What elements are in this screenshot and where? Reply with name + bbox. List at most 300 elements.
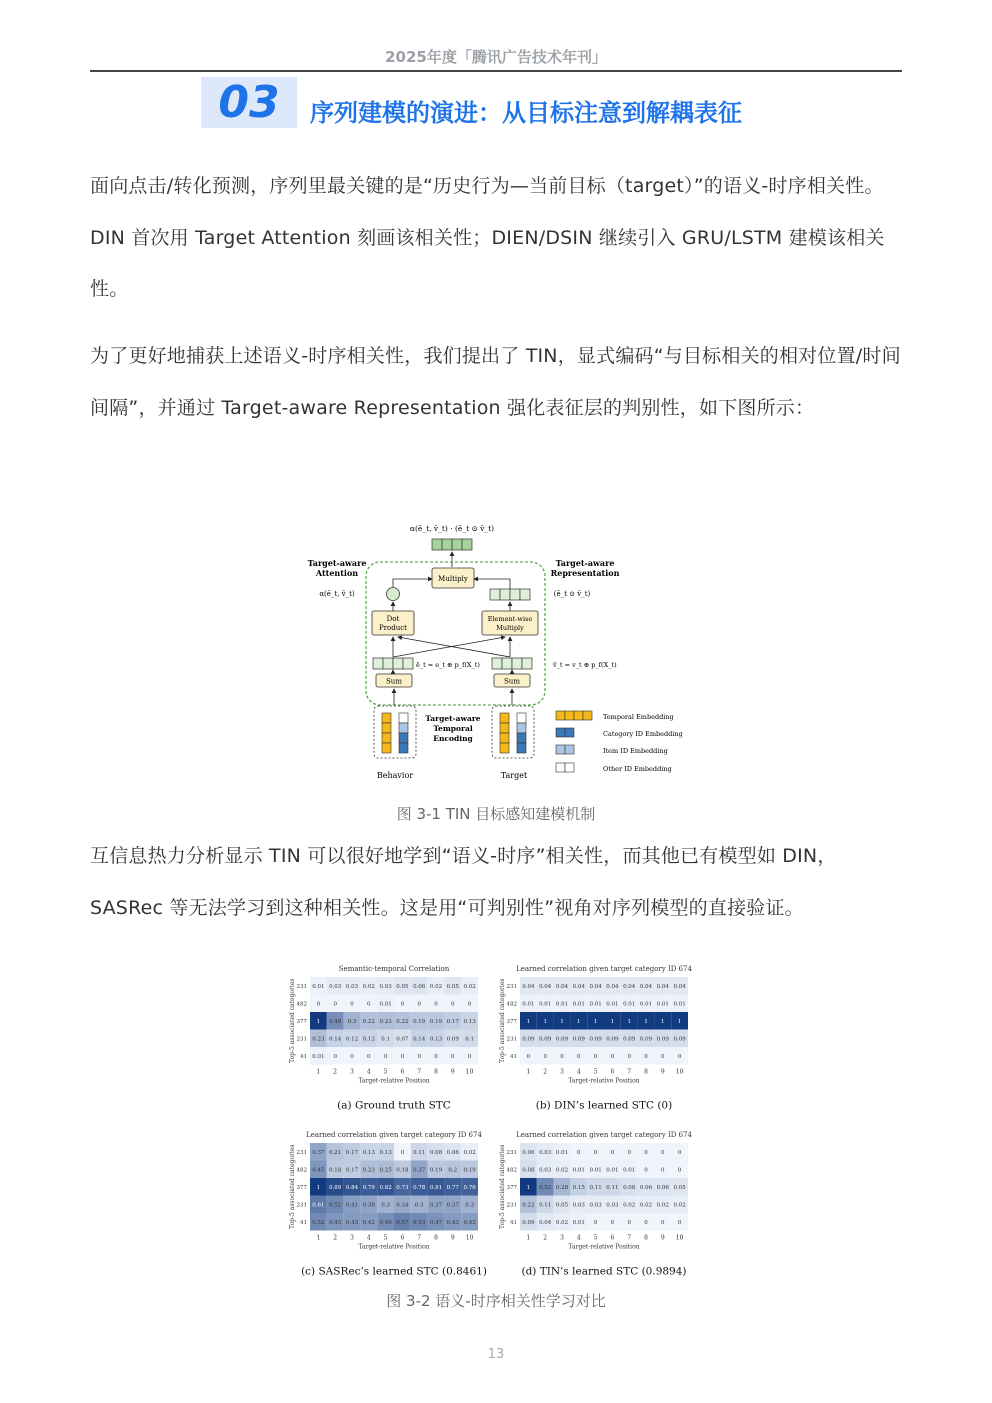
heatmap-cell-value: 0 xyxy=(400,1001,405,1008)
heatmap-cell-value: 1 xyxy=(526,1019,531,1026)
heatmap-cell-value: 0.01 xyxy=(639,1001,653,1008)
legend-temporal xyxy=(556,711,592,720)
heatmap-xlabel: Target-relative Position xyxy=(568,1077,640,1085)
heatmap-cell-value: 0 xyxy=(593,1054,598,1061)
heatmap-cell-value: 0 xyxy=(333,1001,337,1008)
heatmap-cell-value: 0.42 xyxy=(362,1220,375,1227)
heatmap-cell-value: 0.02 xyxy=(362,984,375,991)
heatmap-cell-value: 0.52 xyxy=(329,1202,342,1209)
heatmap-cell-value: 0.09 xyxy=(555,1036,569,1043)
heatmap-cell-value: 0 xyxy=(677,1220,682,1227)
heatmap-cell-value: 0.43 xyxy=(345,1220,359,1227)
heatmap-cell-value: 0.09 xyxy=(539,1036,552,1043)
heatmap-cell-value: 0.01 xyxy=(656,1001,669,1008)
paragraph-1: 面向点击/转化预测，序列里最关键的是“历史行为—当前目标（target）”的语义-时序相关性。DIN 首次用 Target Attention 刻画该相关性；DIEN/DSIN 继续引入 GRU/LSTM 建模该相关性。 xyxy=(90,175,885,300)
heatmap-cell-value: 0.04 xyxy=(555,984,569,991)
heatmap-x-tick: 8 xyxy=(644,1068,648,1076)
heatmap-title-3: Learned correlation given target category ID 674 xyxy=(516,1131,692,1139)
heatmap-cell-value: 1 xyxy=(560,1019,564,1026)
paragraph-3: 互信息热力分析显示 TIN 可以很好地学到“语义-时序”相关性，而其他已有模型如 DIN，SASRec 等无法学习到这种相关性。这是用“可判别性”视角对序列模型的直接验证。 xyxy=(90,845,837,919)
heatmap-x-tick: 10 xyxy=(675,1234,684,1242)
heatmap-x-tick: 10 xyxy=(465,1234,474,1242)
heatmap-cell-value: 0.01 xyxy=(522,1001,535,1008)
heatmap-cell-value: 0.89 xyxy=(329,1185,342,1192)
heatmap-x-tick: 6 xyxy=(610,1068,615,1076)
heatmap-row-label: 377 xyxy=(296,1184,307,1191)
heatmap-cell-value: 1 xyxy=(593,1019,598,1026)
behavior-temporal-col xyxy=(382,713,391,753)
heatmap-cell-value: 0.09 xyxy=(639,1036,653,1043)
heatmap-title-2: Learned correlation given target category ID 674 xyxy=(306,1131,482,1139)
heatmap-xlabel: Target-relative Position xyxy=(568,1243,640,1251)
heatmap-row-label: 482 xyxy=(506,1001,517,1008)
heatmap-cell-value: 0.03 xyxy=(539,1150,552,1157)
heatmap-cell-value: 0.02 xyxy=(623,1202,636,1209)
heatmap-row-label: 231 xyxy=(506,1202,517,1209)
heatmap-cell-value: 0.01 xyxy=(589,1001,602,1008)
heatmap-cell-value: 0.01 xyxy=(673,1001,686,1008)
heatmap-cell-value: 1 xyxy=(316,1185,321,1192)
heatmap-cell-value: 0.01 xyxy=(555,1150,569,1157)
heatmap-cell-value: 0.3 xyxy=(414,1202,424,1209)
heatmap-cell-value: 0.02 xyxy=(463,1150,476,1157)
heatmap-x-tick: 3 xyxy=(350,1068,354,1076)
heatmap-cell-value: 0.01 xyxy=(312,1054,325,1061)
heatmap-cell-value: 0.18 xyxy=(329,1167,342,1174)
heatmap-cell-value: 0.09 xyxy=(522,1036,535,1043)
ew-label-2: Multiply xyxy=(496,624,524,632)
heatmap-row-label: 482 xyxy=(296,1167,307,1174)
heatmap-cell-value: 0.53 xyxy=(413,1220,426,1227)
output-embedding xyxy=(432,539,472,550)
heatmap-cell-value: 0.08 xyxy=(623,1185,636,1192)
heatmap-cell-value: 0 xyxy=(467,1001,472,1008)
heatmap-cell-value: 0.19 xyxy=(463,1167,476,1174)
heatmap-cell-value: 0.01 xyxy=(572,1220,585,1227)
heatmap-cell-value: 0 xyxy=(677,1054,682,1061)
heatmap-cell-value: 0.37 xyxy=(429,1202,443,1209)
heatmap-x-tick: 3 xyxy=(560,1068,564,1076)
heatmap-cell-value: 0.02 xyxy=(673,1202,686,1209)
heatmap-cell-value: 0.08 xyxy=(522,1167,535,1174)
heatmap-x-tick: 4 xyxy=(366,1234,371,1242)
heatmap-cell-value: 1 xyxy=(577,1019,581,1026)
heatmap-x-tick: 5 xyxy=(383,1068,388,1076)
heatmap-panel-label: (c) SASRec’s learned STC (0.8461) xyxy=(301,1265,487,1278)
heatmap-cell-value: 0.06 xyxy=(446,1150,459,1157)
heatmap-cell-value: 0.02 xyxy=(463,984,476,991)
heatmap-cell-value: 0.3 xyxy=(465,1202,474,1209)
heatmap-x-tick: 5 xyxy=(383,1234,388,1242)
heatmap-row-label: 41 xyxy=(300,1219,307,1226)
heatmap-row-label: 231 xyxy=(296,1149,307,1156)
behavior-embedding xyxy=(373,658,413,669)
heatmap-cell-value: 0.04 xyxy=(589,984,602,991)
heatmap-row-label: 231 xyxy=(296,983,307,990)
heatmap-cell-value: 0.17 xyxy=(345,1167,359,1174)
target-id-col xyxy=(517,713,526,753)
heatmap-cell-value: 0.76 xyxy=(463,1185,476,1192)
heatmap-cell-value: 0.21 xyxy=(329,1150,342,1157)
chapter-number: 03 xyxy=(201,77,297,128)
heatmap-cell-value: 0.73 xyxy=(396,1185,409,1192)
heatmap-cell-value: 0.03 xyxy=(379,984,392,991)
target-stack-border xyxy=(492,706,534,758)
legend-item-label: Item ID Embedding xyxy=(603,747,668,755)
heatmap-x-tick: 5 xyxy=(593,1068,598,1076)
heatmap-cell-value: 0.3 xyxy=(347,1019,357,1026)
heatmap-cell-value: 0.04 xyxy=(606,984,619,991)
heatmap-cell-value: 0.03 xyxy=(539,1167,552,1174)
v-formula: v̄_t = v_t ⊕ p_f(X_t) xyxy=(553,661,617,669)
heatmap-cell-value: 0.23 xyxy=(379,1019,392,1026)
heatmap-row-label: 231 xyxy=(296,1036,307,1043)
heatmap-cell-value: 0.06 xyxy=(522,1150,535,1157)
heatmap-x-tick: 3 xyxy=(560,1234,564,1242)
heatmap-x-tick: 3 xyxy=(350,1234,354,1242)
heatmap-x-tick: 2 xyxy=(333,1234,338,1242)
heatmap-cell-value: 0.42 xyxy=(463,1220,476,1227)
heatmap-cell-value: 1 xyxy=(610,1019,615,1026)
legend-other xyxy=(556,763,574,772)
heatmap-cell-value: 0.45 xyxy=(312,1167,325,1174)
stc-heatmap-comparison xyxy=(280,955,710,1280)
heatmap-cell-value: 0.05 xyxy=(446,984,459,991)
behavior-label: Behavior xyxy=(376,771,414,780)
behavior-stack-border xyxy=(374,706,416,758)
heatmap-cell-value: 0 xyxy=(627,1150,631,1157)
heatmap-cell-value: 0 xyxy=(644,1150,648,1157)
heatmap-cell-value: 0 xyxy=(526,1054,531,1061)
heatmap-cell-value: 0.37 xyxy=(446,1202,459,1209)
heatmap-cell-value: 0.09 xyxy=(673,1036,686,1043)
heatmap-x-tick: 8 xyxy=(434,1234,438,1242)
heatmap-cell-value: 0.17 xyxy=(446,1019,459,1026)
dot-label-2: Product xyxy=(379,624,407,632)
heatmap-cell-value: 0.01 xyxy=(606,1167,619,1174)
heatmap-cell-value: 0.01 xyxy=(623,1167,636,1174)
heatmap-cell-value: 0.17 xyxy=(345,1150,359,1157)
heatmap-cell-value: 0.09 xyxy=(572,1036,585,1043)
heatmap-x-tick: 2 xyxy=(543,1234,548,1242)
figure2-caption: 图 3-2 语义-时序相关性学习对比 xyxy=(386,1292,606,1310)
heatmap-cell-value: 0.03 xyxy=(606,1202,619,1209)
heatmap-cell-value: 0.49 xyxy=(379,1220,392,1227)
heatmap-cell-value: 0.13 xyxy=(463,1019,476,1026)
heatmap-cell-value: 0.01 xyxy=(555,1001,569,1008)
heatmap-cell-value: 0.14 xyxy=(413,1036,426,1043)
heatmap-row-label: 482 xyxy=(506,1167,517,1174)
heatmap-cell-value: 0 xyxy=(451,1054,455,1061)
ew-label-1: Element-wise xyxy=(487,615,533,623)
tte-label-1: Target-aware xyxy=(425,714,481,723)
chapter-title: 序列建模的演进：从目标注意到解耦表征 xyxy=(310,99,742,127)
heatmap-cell-value: 0.13 xyxy=(379,1150,392,1157)
heatmap-cell-value: 0.05 xyxy=(555,1202,569,1209)
heatmap-panel-label: (a) Ground truth STC xyxy=(337,1099,451,1112)
heatmap-cell-value: 0.04 xyxy=(522,984,535,991)
heatmap-cell-value: 0.37 xyxy=(413,1167,426,1174)
heatmap-cell-value: 1 xyxy=(526,1185,531,1192)
heatmap-cell-value: 0.12 xyxy=(345,1036,359,1043)
heatmap-cell-value: 0.52 xyxy=(312,1220,325,1227)
heatmap-cell-value: 0.03 xyxy=(329,984,342,991)
heatmap-cell-value: 0.3 xyxy=(381,1202,390,1209)
heatmap-cell-value: 0.19 xyxy=(413,1019,426,1026)
heatmap-cell-value: 0.78 xyxy=(413,1185,426,1192)
heatmap-cell-value: 0.05 xyxy=(673,1185,686,1192)
heatmap-x-tick: 6 xyxy=(400,1068,405,1076)
heatmap-ylabel: Top-5 associated categories xyxy=(289,978,296,1063)
heatmap-cell-value: 0.45 xyxy=(329,1220,342,1227)
legend-category-label: Category ID Embedding xyxy=(603,730,683,738)
left-title-1: Target-aware xyxy=(307,558,367,568)
heatmap-x-tick: 6 xyxy=(400,1234,405,1242)
heatmap-cell-value: 0 xyxy=(610,1220,615,1227)
left-title-2: Attention xyxy=(315,568,359,578)
heatmap-row-label: 231 xyxy=(506,983,517,990)
heatmap-panel-label: (b) DIN’s learned STC (0) xyxy=(535,1099,673,1112)
heatmap-cell-value: 0.02 xyxy=(639,1202,653,1209)
heatmap-cell-value: 0 xyxy=(644,1167,648,1174)
heatmap-cell-value: 0.47 xyxy=(429,1220,443,1227)
heatmap-cell-value: 0 xyxy=(333,1054,337,1061)
left-formula: α(ē_t, v̄_t) xyxy=(319,590,355,598)
figure1-caption: 图 3-1 TIN 目标感知建模机制 xyxy=(396,805,596,823)
heatmap-cell-value: 1 xyxy=(661,1019,665,1026)
heatmap-cell-value: 0.41 xyxy=(345,1202,359,1209)
heatmap-xlabel: Target-relative Position xyxy=(358,1077,430,1085)
heatmap-title-1: Learned correlation given target category ID 674 xyxy=(516,965,692,973)
heatmap-cell-value: 0.15 xyxy=(572,1185,585,1192)
heatmap-x-tick: 6 xyxy=(610,1234,615,1242)
sum-label-right: Sum xyxy=(504,677,520,686)
heatmap-cell-value: 0.19 xyxy=(429,1167,443,1174)
heatmap-cell-value: 0.04 xyxy=(656,984,669,991)
heatmap-cell-value: 0.04 xyxy=(623,984,636,991)
heatmap-cell-value: 0.02 xyxy=(656,1202,669,1209)
heatmap-x-tick: 10 xyxy=(675,1068,684,1076)
heatmap-cell-value: 0 xyxy=(367,1054,371,1061)
legend-category xyxy=(556,728,574,737)
heatmap-cell-value: 0.08 xyxy=(429,1150,443,1157)
heatmap-cell-value: 0.06 xyxy=(656,1185,669,1192)
heatmap-cell-value: 0 xyxy=(417,1054,421,1061)
heatmap-cell-value: 0 xyxy=(593,1150,598,1157)
heatmap-row-label: 41 xyxy=(300,1053,307,1060)
heatmap-cell-value: 0.2 xyxy=(448,1167,458,1174)
heatmap-cell-value: 0.14 xyxy=(329,1036,342,1043)
heatmap-x-tick: 1 xyxy=(526,1234,531,1242)
heatmap-ylabel: Top-5 associated categories xyxy=(499,978,506,1063)
heatmap-x-tick: 8 xyxy=(434,1068,438,1076)
heatmap-cell-value: 0 xyxy=(644,1220,648,1227)
heatmap-cell-value: 0.13 xyxy=(429,1036,443,1043)
right-title-2: Representation xyxy=(550,568,620,578)
heatmap-cell-value: 0 xyxy=(367,1001,371,1008)
heatmap-cell-value: 0.09 xyxy=(623,1036,636,1043)
target-temporal-col xyxy=(500,713,509,753)
heatmap-cell-value: 0.01 xyxy=(589,1167,602,1174)
heatmap-row-label: 482 xyxy=(296,1001,307,1008)
heatmap-cell-value: 0.1 xyxy=(381,1036,390,1043)
heatmap-cell-value: 0.01 xyxy=(606,1001,619,1008)
heatmap-cell-value: 0 xyxy=(627,1054,631,1061)
heatmap-x-tick: 4 xyxy=(366,1068,371,1076)
heatmap-cell-value: 0 xyxy=(383,1054,388,1061)
heatmap-cell-value: 0.01 xyxy=(623,1001,636,1008)
heatmap-cell-value: 0.09 xyxy=(522,1220,535,1227)
heatmap-cell-value: 0.06 xyxy=(639,1185,653,1192)
heatmap-cell-value: 1 xyxy=(677,1019,682,1026)
heatmap-cell-value: 0.28 xyxy=(555,1185,569,1192)
heatmap-cell-value: 0.52 xyxy=(539,1185,552,1192)
attention-score-node xyxy=(387,588,400,601)
heatmap-row-label: 41 xyxy=(510,1219,517,1226)
heatmap-title-0: Semantic-temporal Correlation xyxy=(338,965,450,973)
heatmap-cell-value: 0.61 xyxy=(312,1202,325,1209)
heatmap-x-tick: 8 xyxy=(644,1234,648,1242)
heatmap-cell-value: 0 xyxy=(434,1001,438,1008)
heatmap-cell-value: 0 xyxy=(661,1167,665,1174)
heatmap-cell-value: 0.09 xyxy=(656,1036,669,1043)
e-formula: ē_t = e_t ⊕ p_f(X_t) xyxy=(416,661,480,669)
heatmap-cell-value: 0.11 xyxy=(413,1150,426,1157)
heatmap-cell-value: 0 xyxy=(434,1054,438,1061)
heatmap-x-tick: 7 xyxy=(627,1234,632,1242)
heatmap-cell-value: 0.02 xyxy=(555,1220,569,1227)
page-number: 13 xyxy=(487,1347,505,1362)
dot-label-1: Dot xyxy=(386,615,400,623)
heatmap-cell-value: 0.1 xyxy=(465,1036,474,1043)
heatmap-cell-value: 0.04 xyxy=(572,984,585,991)
heatmap-x-tick: 7 xyxy=(417,1068,422,1076)
heatmap-cell-value: 0 xyxy=(661,1054,665,1061)
legend-item xyxy=(556,745,574,754)
heatmap-cell-value: 0 xyxy=(467,1054,472,1061)
multiply-label: Multiply xyxy=(438,575,468,583)
heatmap-cell-value: 0.18 xyxy=(396,1167,409,1174)
heatmap-x-tick: 7 xyxy=(627,1068,632,1076)
sum-label-left: Sum xyxy=(386,677,402,686)
heatmap-cell-value: 0.06 xyxy=(413,984,426,991)
heatmap-x-tick: 4 xyxy=(576,1068,581,1076)
heatmap-cell-value: 0.37 xyxy=(312,1150,325,1157)
heatmap-cell-value: 0.11 xyxy=(589,1185,602,1192)
heatmap-cell-value: 0.03 xyxy=(345,984,359,991)
heatmap-x-tick: 9 xyxy=(660,1068,665,1076)
heatmap-cell-value: 0.04 xyxy=(673,984,686,991)
heatmap-cell-value: 0.22 xyxy=(396,1019,409,1026)
heatmap-cell-value: 1 xyxy=(644,1019,648,1026)
heatmap-x-tick: 5 xyxy=(593,1234,598,1242)
heatmap-cell-value: 0 xyxy=(677,1167,682,1174)
tte-label-3: Encoding xyxy=(433,734,473,743)
heatmap-cell-value: 1 xyxy=(627,1019,631,1026)
heatmap-cell-value: 0.43 xyxy=(446,1220,459,1227)
heatmap-row-label: 41 xyxy=(510,1053,517,1060)
heatmap-x-tick: 9 xyxy=(450,1234,455,1242)
heatmap-x-tick: 1 xyxy=(316,1068,321,1076)
heatmap-cell-value: 0.11 xyxy=(606,1185,619,1192)
heatmap-row-label: 377 xyxy=(296,1018,307,1025)
heatmap-cell-value: 0.09 xyxy=(589,1036,602,1043)
heatmap-cell-value: 0.77 xyxy=(446,1185,459,1192)
heatmap-cell-value: 0 xyxy=(316,1001,321,1008)
representation-embedding xyxy=(490,589,530,600)
heatmap-cell-value: 0.84 xyxy=(345,1185,359,1192)
heatmap-cell-value: 0 xyxy=(577,1054,581,1061)
heatmap-x-tick: 9 xyxy=(660,1234,665,1242)
heatmap-cell-value: 0 xyxy=(400,1150,405,1157)
heatmap-cell-value: 0 xyxy=(627,1220,631,1227)
heatmap-cell-value: 0.82 xyxy=(379,1185,392,1192)
heatmap-cell-value: 0.38 xyxy=(362,1202,375,1209)
paragraph-2: 为了更好地捕获上述语义-时序相关性，我们提出了 TIN，显式编码“与目标相关的相对位置/时间间隔”，并通过 Target-aware Representation 强化表征层的判别性，如下图所示： xyxy=(90,345,901,419)
heatmap-cell-value: 0.11 xyxy=(539,1202,552,1209)
heatmap-row-label: 231 xyxy=(296,1202,307,1209)
heatmap-x-tick: 1 xyxy=(526,1068,531,1076)
heatmap-cell-value: 0 xyxy=(593,1220,598,1227)
heatmap-cell-value: 0 xyxy=(451,1001,455,1008)
heatmap-ylabel: Top-5 associated categories xyxy=(289,1144,296,1229)
heatmap-cell-value: 0.13 xyxy=(362,1150,375,1157)
heatmap-cell-value: 0.25 xyxy=(379,1167,392,1174)
right-title-1: Target-aware xyxy=(555,558,615,568)
heatmap-cell-value: 0 xyxy=(350,1054,354,1061)
header-rule xyxy=(90,70,902,72)
heatmap-cell-value: 0 xyxy=(560,1054,564,1061)
heatmap-x-tick: 1 xyxy=(316,1234,321,1242)
heatmap-cell-value: 0.04 xyxy=(539,984,552,991)
heatmap-x-tick: 2 xyxy=(543,1068,548,1076)
heatmap-cell-value: 0 xyxy=(661,1220,665,1227)
heatmap-cell-value: 1 xyxy=(543,1019,547,1026)
heatmap-cell-value: 0.04 xyxy=(539,1220,552,1227)
heatmap-cell-value: 0.13 xyxy=(362,1036,375,1043)
heatmap-row-label: 377 xyxy=(506,1018,517,1025)
heatmap-cell-value: 0.49 xyxy=(329,1019,342,1026)
heatmap-x-tick: 2 xyxy=(333,1068,338,1076)
right-formula: (ē_t ⊙ v̄_t) xyxy=(553,590,591,598)
legend-temporal-label: Temporal Embedding xyxy=(603,713,674,721)
heatmap-cell-value: 1 xyxy=(316,1019,321,1026)
page-header: 2025年度「腾讯广告技术年刊」 xyxy=(385,48,607,66)
heatmap-cell-value: 0.01 xyxy=(312,984,325,991)
heatmap-cell-value: 0.81 xyxy=(429,1185,443,1192)
heatmap-cell-value: 0 xyxy=(543,1054,547,1061)
heatmap-cell-value: 0.01 xyxy=(572,1167,585,1174)
heatmap-cell-value: 0 xyxy=(577,1150,581,1157)
heatmap-cell-value: 0.34 xyxy=(396,1202,409,1209)
tin-architecture-diagram xyxy=(300,515,720,790)
target-label: Target xyxy=(500,771,528,780)
heatmap-cell-value: 0.03 xyxy=(589,1202,602,1209)
heatmap-cell-value: 0.09 xyxy=(446,1036,459,1043)
legend-other-label: Other ID Embedding xyxy=(603,765,672,773)
tte-label-2: Temporal xyxy=(433,724,473,733)
target-embedding xyxy=(492,658,532,669)
top-formula: α(ē_t, v̄_t) · (ē_t ⊙ v̄_t) xyxy=(409,524,495,533)
heatmap-cell-value: 0.01 xyxy=(379,1001,392,1008)
heatmap-cell-value: 0.01 xyxy=(539,1001,552,1008)
heatmap-cell-value: 0 xyxy=(610,1150,615,1157)
heatmap-row-label: 231 xyxy=(506,1036,517,1043)
heatmap-cell-value: 0 xyxy=(417,1001,421,1008)
heatmap-cell-value: 0.09 xyxy=(606,1036,619,1043)
heatmap-cell-value: 0 xyxy=(661,1150,665,1157)
heatmap-x-tick: 7 xyxy=(417,1234,422,1242)
